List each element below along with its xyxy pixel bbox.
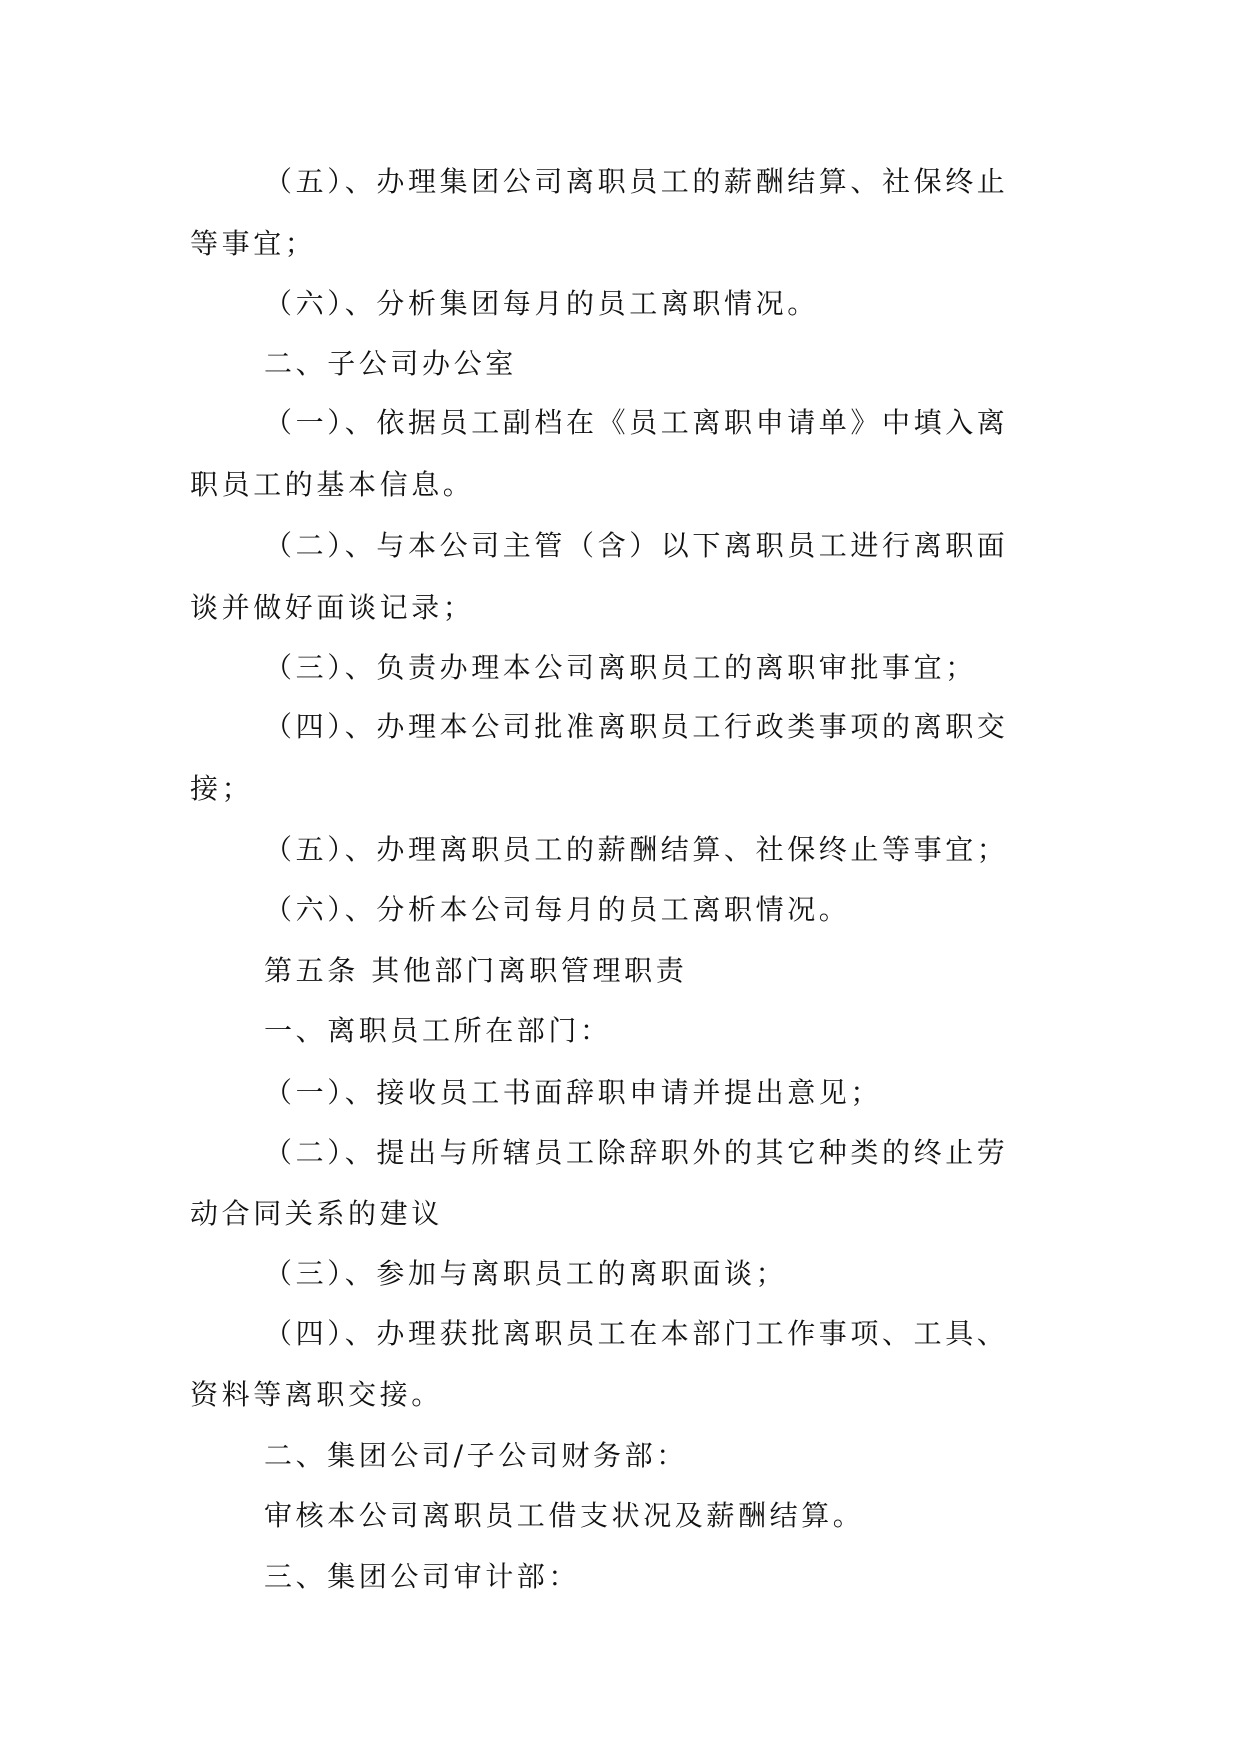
text-line: 动合同关系的建议 — [190, 1197, 443, 1230]
text-line: 审核本公司离职员工借支状况及薪酬结算。 — [264, 1499, 865, 1532]
text-line: （五）、办理集团公司离职员工的薪酬结算、社保终止 — [264, 165, 1009, 198]
text-line: （一）、依据员工副档在《员工离职申请单》中填入离 — [264, 406, 1009, 439]
text-line: （二）、与本公司主管（含）以下离职员工进行离职面 — [264, 529, 1009, 562]
text-line: （二）、提出与所辖员工除辞职外的其它种类的终止劳 — [264, 1136, 1009, 1169]
text-line: （三）、负责办理本公司离职员工的离职审批事宜； — [264, 651, 977, 684]
text-line: （六）、分析集团每月的员工离职情况。 — [264, 287, 819, 320]
text-line: 等事宜； — [190, 227, 317, 260]
section-heading: 二、子公司办公室 — [264, 347, 517, 380]
section-heading: 一、离职员工所在部门： — [264, 1014, 612, 1047]
section-heading: 三、集团公司审计部： — [264, 1560, 581, 1593]
text-line: （四）、办理本公司批准离职员工行政类事项的离职交 — [264, 710, 1009, 743]
text-line: （五）、办理离职员工的薪酬结算、社保终止等事宜； — [264, 833, 1009, 866]
text-line: 接； — [190, 772, 254, 805]
article-heading: 第五条 其他部门离职管理职责 — [264, 954, 688, 987]
text-line: （六）、分析本公司每月的员工离职情况。 — [264, 893, 851, 926]
text-line: （三）、参加与离职员工的离职面谈； — [264, 1257, 788, 1290]
section-heading: 二、集团公司/子公司财务部： — [264, 1439, 688, 1472]
text-line: （四）、办理获批离职员工在本部门工作事项、工具、 — [264, 1317, 1009, 1350]
text-line: 谈并做好面谈记录； — [190, 591, 475, 624]
text-line: （一）、接收员工书面辞职申请并提出意见； — [264, 1076, 883, 1109]
text-line: 资料等离职交接。 — [190, 1378, 443, 1411]
text-line: 职员工的基本信息。 — [190, 468, 475, 501]
